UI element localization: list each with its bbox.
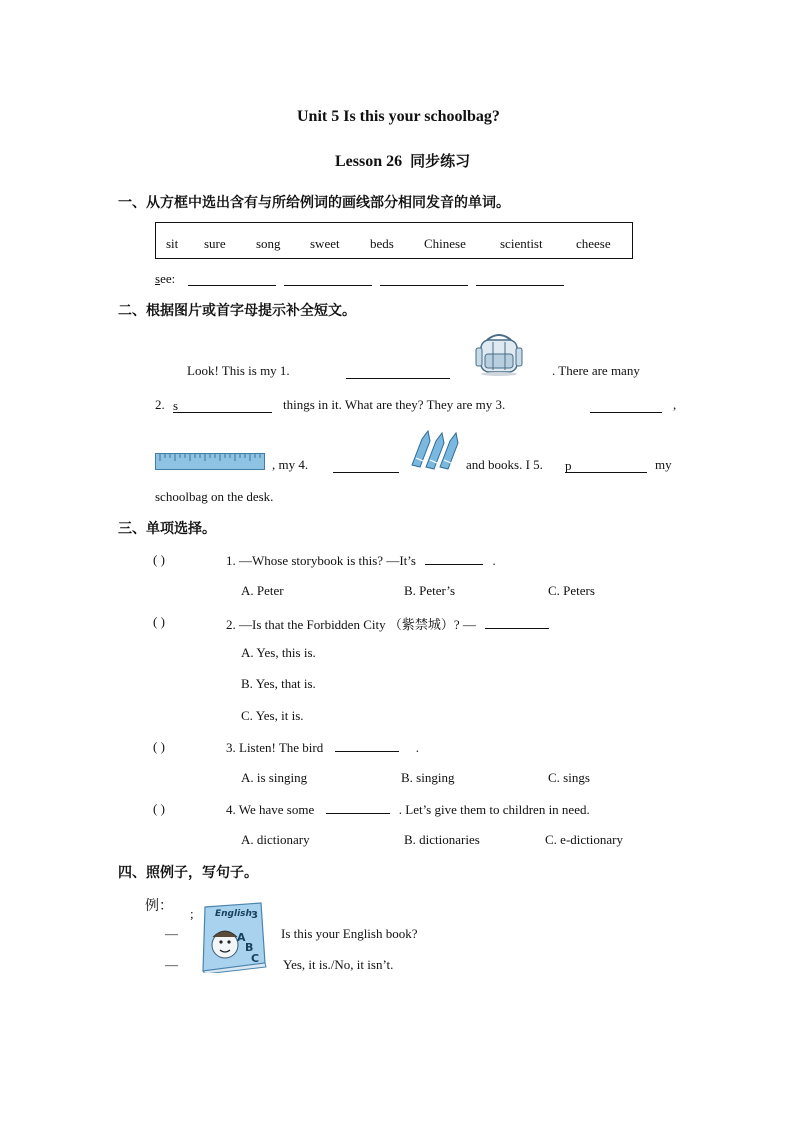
- question-3-text: 3. Listen! The bird: [226, 740, 324, 755]
- q3-option-a[interactable]: A. is singing: [241, 770, 308, 785]
- question-1-text: 1. —Whose storybook is this? —It’s: [226, 553, 416, 568]
- ruler-icon: [155, 453, 265, 470]
- section4-heading: 四、照例子，写句子。: [118, 865, 258, 881]
- answer-blank[interactable]: [284, 272, 372, 286]
- q1-option-b[interactable]: B. Peter’s: [404, 583, 456, 598]
- book-letter-b: B: [245, 941, 254, 954]
- passage-line1-end: . There are many: [552, 363, 640, 378]
- q3-option-c[interactable]: C. sings: [548, 770, 590, 785]
- question-1-blank[interactable]: [425, 552, 483, 565]
- q2-option-c[interactable]: C. Yes, it is.: [241, 708, 304, 723]
- example-rest: ee:: [160, 271, 176, 286]
- book-label: English: [215, 909, 252, 919]
- question-4-text: 4. We have some: [226, 802, 315, 817]
- question-4: [226, 801, 590, 818]
- passage-line1-start: Look! This is my 1.: [187, 363, 290, 378]
- page-title: Unit 5 Is this your schoolbag?: [297, 108, 500, 125]
- hint-letter-p: p: [565, 458, 572, 473]
- dash-1: —: [165, 926, 178, 941]
- section3-heading: 三、单项选择。: [118, 521, 216, 537]
- section2-heading: 二、根据图片或首字母提示补全短文。: [118, 303, 356, 319]
- answer-blank[interactable]: [476, 272, 564, 286]
- passage-line2-end: ,: [673, 397, 677, 412]
- passage-line3-start: , my 4.: [272, 457, 309, 472]
- answer-paren[interactable]: ( ): [153, 739, 165, 754]
- blank-3[interactable]: [590, 398, 662, 413]
- question-1: [226, 552, 496, 569]
- blank-5[interactable]: [565, 458, 647, 473]
- lesson-number: Lesson 26: [335, 153, 403, 170]
- question-2: [226, 614, 549, 633]
- crayons-icon: [408, 425, 464, 471]
- q1-option-a[interactable]: A. Peter: [241, 583, 284, 598]
- passage-line2-start: 2.: [155, 397, 165, 412]
- q2-option-a[interactable]: A. Yes, this is.: [241, 645, 316, 660]
- q2-option-b[interactable]: B. Yes, that is.: [241, 676, 316, 691]
- book-letter-a: A: [237, 931, 246, 944]
- lesson-title: [335, 150, 470, 171]
- passage-line2-mid: things in it. What are they? They are my 3.: [283, 397, 506, 412]
- example-word: [155, 271, 175, 287]
- question-3-end: .: [415, 740, 419, 755]
- answer-blank[interactable]: [188, 272, 276, 286]
- blank-1[interactable]: [346, 364, 450, 379]
- q4-option-c[interactable]: C. e-dictionary: [545, 832, 623, 847]
- passage-line3-mid: and books. I 5.: [466, 457, 543, 472]
- example-label: 例：: [145, 898, 173, 914]
- word-box: [155, 222, 633, 259]
- answer-paren[interactable]: ( ): [153, 801, 165, 816]
- example-underlined: s: [155, 271, 161, 286]
- blank-4[interactable]: [333, 458, 399, 473]
- question-3: [226, 739, 419, 756]
- schoolbag-icon: [473, 330, 525, 378]
- question-4-end: . Let’s give them to children in need.: [398, 802, 590, 817]
- q4-option-b[interactable]: B. dictionaries: [404, 832, 480, 847]
- example-question: Is this your English book?: [281, 926, 418, 941]
- lesson-subtitle: 同步练习: [410, 152, 471, 170]
- question-1-end: .: [492, 553, 496, 568]
- answer-blank[interactable]: [380, 272, 468, 286]
- example-semicolon: ;: [190, 906, 194, 921]
- question-2-text: 2. —Is that the Forbidden City （紫禁城）? —: [226, 617, 476, 632]
- word-item: song: [256, 236, 281, 251]
- passage-line4: schoolbag on the desk.: [155, 489, 274, 504]
- passage-line3-end: my: [655, 457, 672, 472]
- word-item: scientist: [500, 236, 543, 251]
- dash-2: —: [165, 957, 178, 972]
- book-letter-c: C: [251, 952, 260, 965]
- answer-paren[interactable]: ( ): [153, 614, 165, 629]
- english-book-icon: [195, 901, 269, 973]
- word-item: sure: [204, 236, 226, 251]
- q3-option-b[interactable]: B. singing: [401, 770, 455, 785]
- question-2-blank[interactable]: [485, 616, 549, 629]
- blank-2[interactable]: [173, 398, 272, 413]
- word-item: Chinese: [424, 236, 466, 251]
- word-item: cheese: [576, 236, 611, 251]
- answer-paren[interactable]: ( ): [153, 552, 165, 567]
- question-4-blank[interactable]: [326, 801, 390, 814]
- q4-option-a[interactable]: A. dictionary: [241, 832, 310, 847]
- word-item: sweet: [310, 236, 340, 251]
- q1-option-c[interactable]: C. Peters: [548, 583, 595, 598]
- question-3-blank[interactable]: [335, 739, 399, 752]
- word-item: sit: [166, 236, 179, 251]
- example-answer: Yes, it is./No, it isn’t.: [283, 957, 394, 972]
- hint-letter-s: s: [173, 398, 179, 413]
- section1-heading: 一、从方框中选出含有与所给例词的画线部分相同发音的单词。: [118, 195, 510, 211]
- word-item: beds: [370, 236, 394, 251]
- book-number: 3: [251, 910, 258, 921]
